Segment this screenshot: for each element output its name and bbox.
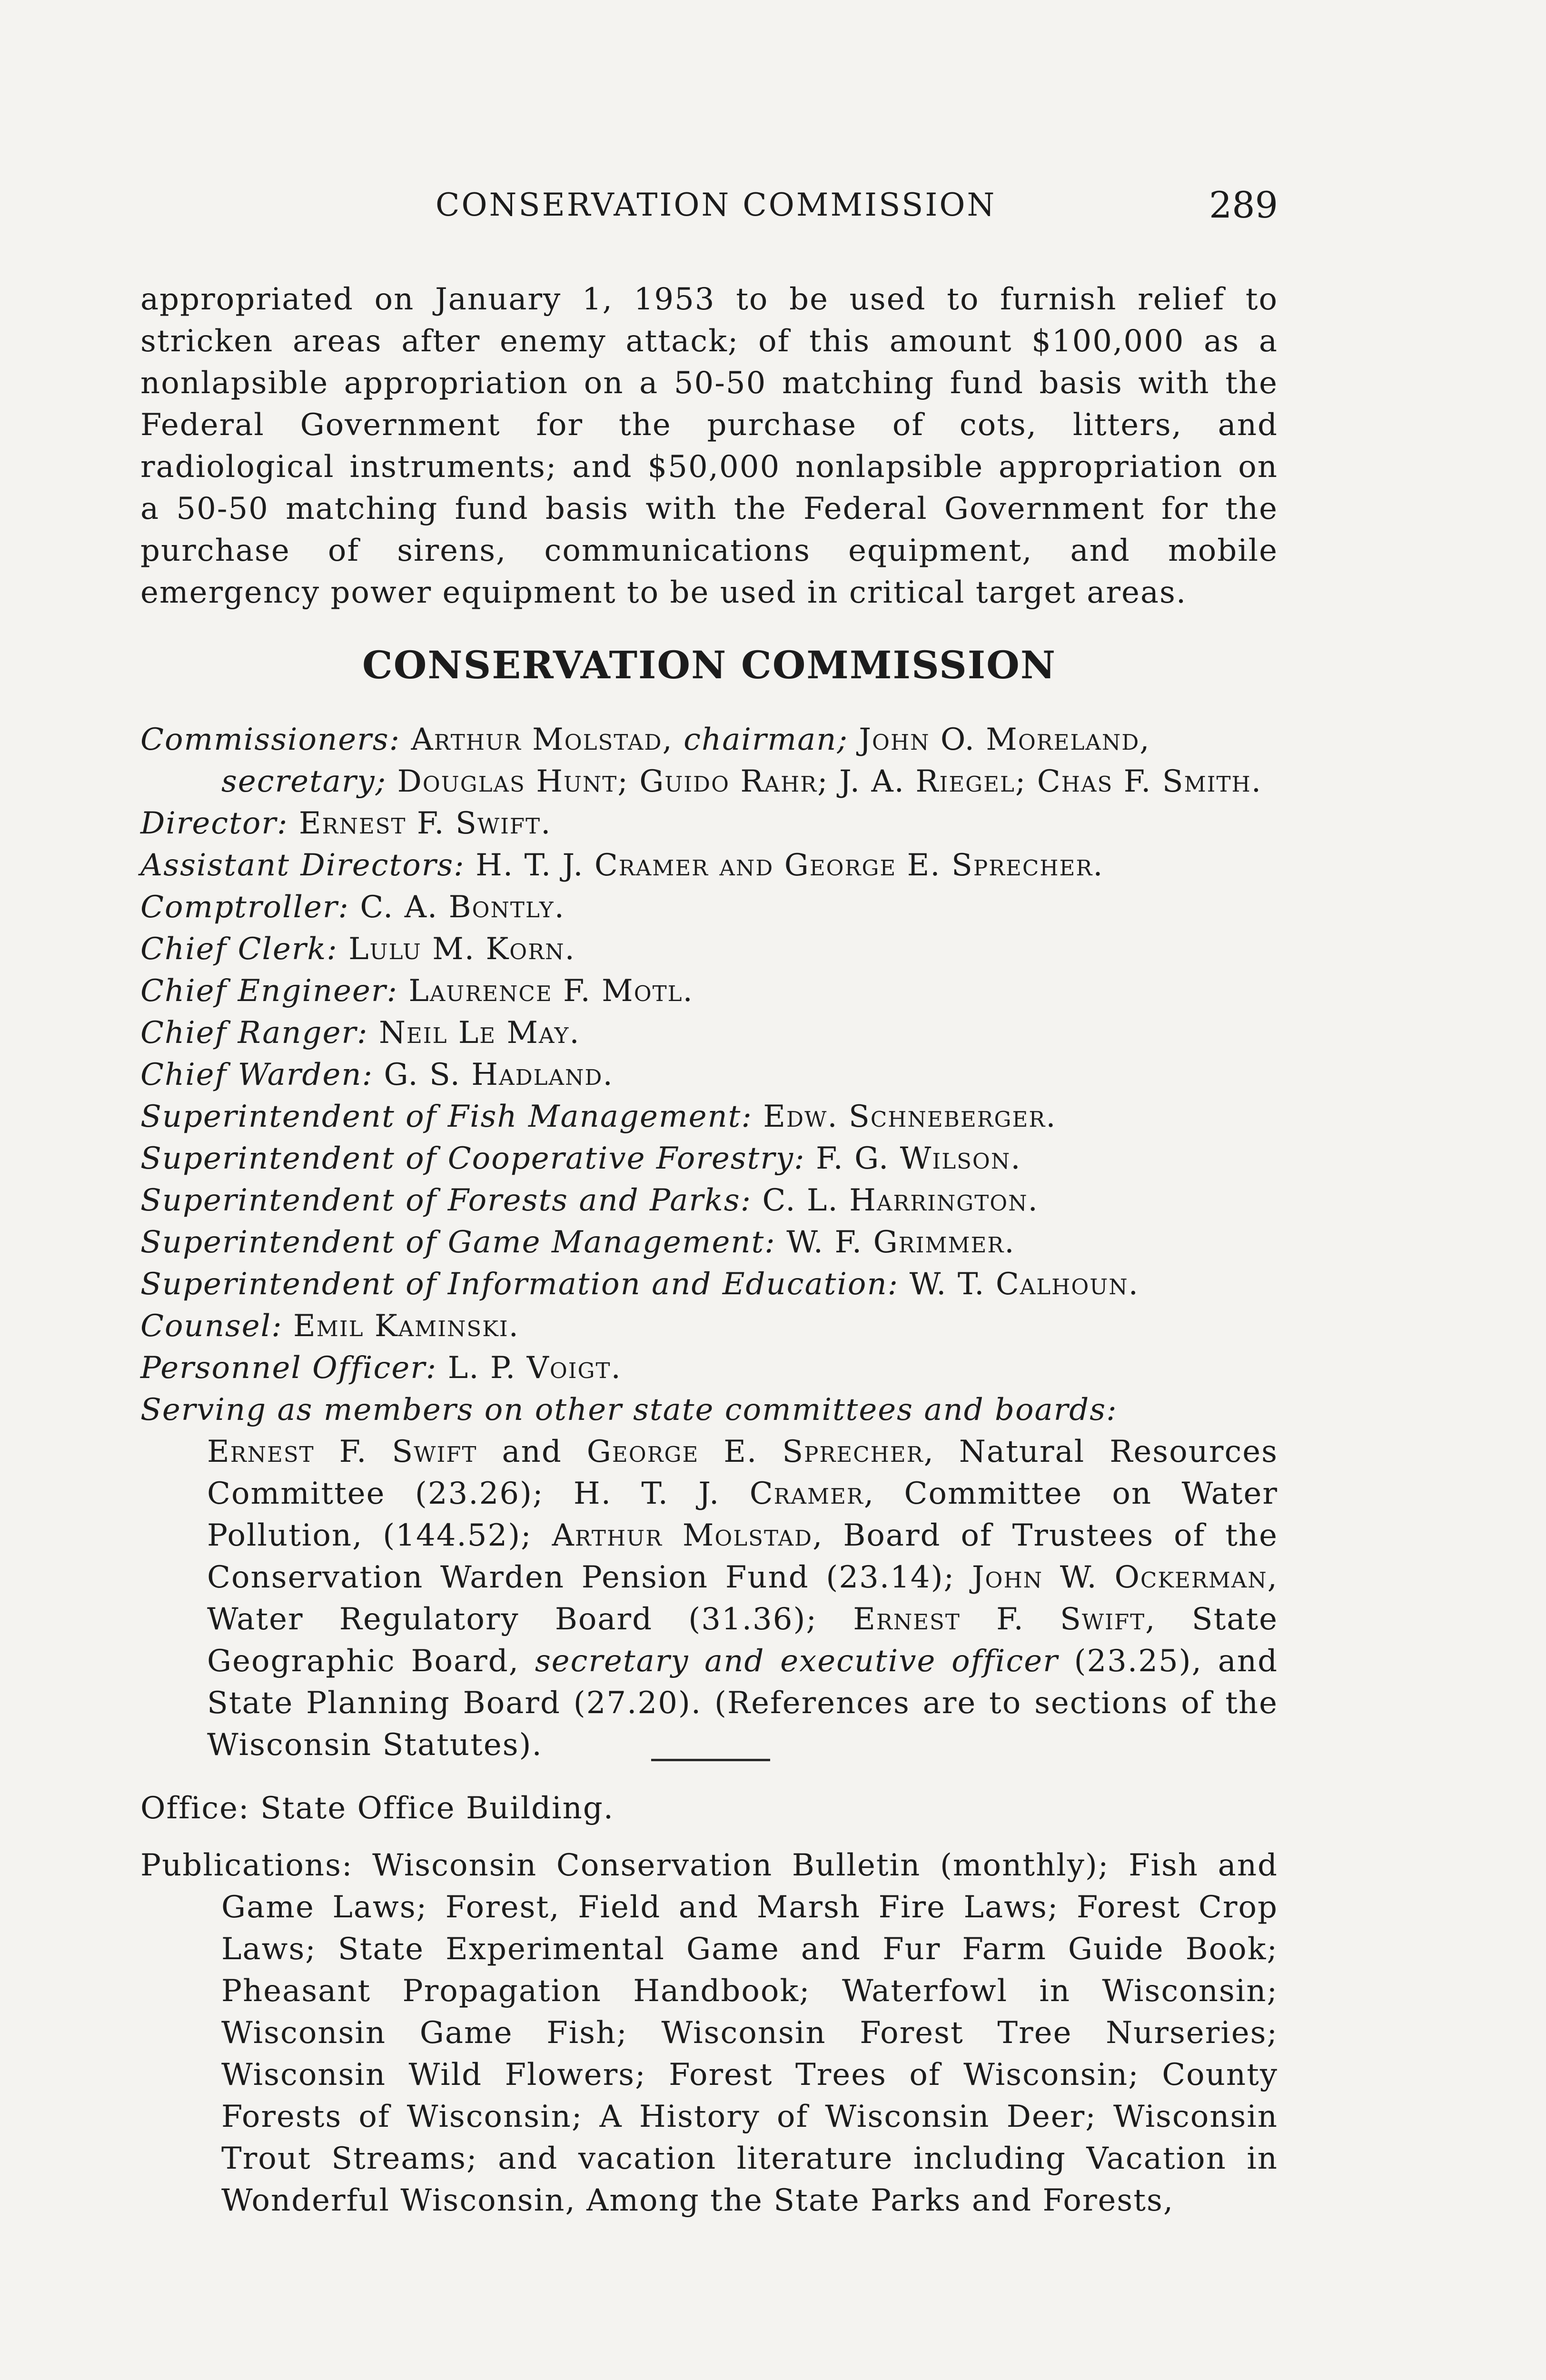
- publications-entry: [140, 1844, 1278, 2221]
- committee-text: State Geographic Board,: [207, 1602, 1278, 1679]
- officer-entry: [140, 803, 1278, 844]
- officer-label: Counsel:: [140, 1309, 283, 1344]
- committee-text: Water Regulatory Board (31.36);: [207, 1602, 818, 1637]
- officer-entry: [140, 1054, 1278, 1096]
- committees-label: [140, 1389, 1278, 1431]
- committees-label-text: Serving as members on other state committees and boards:: [140, 1392, 1118, 1428]
- officer-name: C. L. Harrington.: [762, 1183, 1039, 1218]
- officer-entry: [140, 1221, 1278, 1263]
- intro-text: appropriated on January 1, 1953 to be used to furnish relief to stricken areas after enemy attack; of this amount $100,000 as a nonlapsible appropriation on a 50-50 matching fund basis with the Federal Government for the purchase of cots, litters, and radiological instruments; and $50,000 nonlapsible appropriation on a 50-50 matching fund basis with the Federal Government for the purchase of sirens, communications equipment, and mobile emergency power equipment to be used in critical target areas.: [140, 282, 1278, 610]
- officer-name: L. P. Voigt.: [447, 1350, 622, 1386]
- officer-name: Edw. Schneberger.: [763, 1099, 1057, 1134]
- officer-entry: [140, 1012, 1278, 1054]
- member-names: Arthur Molstad,: [552, 1518, 823, 1553]
- officer-label: Director:: [140, 806, 288, 841]
- officer-name: Emil Kaminski.: [293, 1309, 519, 1344]
- officer-name: C. A. Bontly.: [360, 890, 565, 925]
- secretary-name: John O. Moreland,: [859, 722, 1150, 757]
- secretary-role: secretary;: [221, 764, 387, 799]
- officer-label: Comptroller:: [140, 890, 349, 925]
- officer-name: Lulu M. Korn.: [348, 932, 575, 967]
- officer-name: Laurence F. Motl.: [408, 973, 694, 1009]
- officer-entry: [140, 844, 1278, 886]
- publications-text: Wisconsin Conservation Bulletin (monthly); Fish and Game Laws; Forest, Field and Marsh Fire Laws; Forest Crop Laws; State Experimental Game and Fur Farm Guide Book; Pheasant Propagation Handbook; Waterfowl in Wisconsin; Wisconsin Game Fish; Wisconsin Forest Tree Nurseries; Wisconsin Wild Flowers; Forest Trees of Wisconsin; County Forests of Wisconsin; A History of Wisconsin Deer; Wisconsin Trout Streams; and vacation literature including Vacation in Wonderful Wisconsin, Among the State Parks and Forests,: [221, 1848, 1278, 2218]
- publications: [140, 1844, 1278, 2221]
- member-names: H. T. J. Cramer,: [573, 1476, 875, 1511]
- page-number: 289: [1209, 184, 1278, 226]
- committee-role: secretary and executive officer: [535, 1644, 1059, 1679]
- officer-name: W. T. Calhoun.: [909, 1267, 1139, 1302]
- publications-label: Publications:: [140, 1848, 353, 1883]
- officer-label: Superintendent of Game Management:: [140, 1225, 776, 1260]
- officer-name: W. F. Grimmer.: [786, 1225, 1015, 1260]
- section-title: CONSERVATION COMMISSION: [362, 643, 1056, 687]
- committee-text: Natural Resources Committee (23.26);: [207, 1434, 1278, 1511]
- officer-entry: [140, 970, 1278, 1012]
- roster: [140, 719, 1278, 1766]
- conjunction: and: [502, 1434, 562, 1469]
- committees-block: [140, 1431, 1278, 1766]
- officer-label: Superintendent of Cooperative Forestry:: [140, 1141, 805, 1176]
- other-commissioners: Douglas Hunt; Guido Rahr; J. A. Riegel; Chas F. Smith.: [397, 764, 1262, 799]
- running-head: [140, 184, 1278, 239]
- officer-entry: [140, 886, 1278, 928]
- officer-entry: [140, 1305, 1278, 1347]
- committee-text: Board of Trustees of the Conservation Warden Pension Fund (23.14);: [207, 1518, 1278, 1595]
- officer-entry: [140, 928, 1278, 970]
- intro-paragraph: [140, 278, 1278, 614]
- officer-label: Personnel Officer:: [140, 1350, 437, 1386]
- officer-entry: [140, 1096, 1278, 1138]
- officer-name: Neil Le May.: [378, 1015, 580, 1051]
- member-names: John W. Ockerman,: [971, 1560, 1278, 1595]
- member-names: Ernest F. Swift: [207, 1434, 477, 1469]
- officer-entry: [140, 1263, 1278, 1305]
- officer-entry: [140, 1180, 1278, 1221]
- committee-text: Committee on Water Pollution, (144.52);: [207, 1476, 1278, 1553]
- officer-name: G. S. Hadland.: [384, 1057, 614, 1092]
- officer-name: H. T. J. Cramer and George E. Sprecher.: [476, 848, 1104, 883]
- committee-text: (23.25), and State Planning Board (27.20). (References are to sections of the Wisconsin Statutes).: [207, 1644, 1278, 1763]
- commissioners-entry: [140, 719, 1278, 803]
- officer-name: Ernest F. Swift.: [298, 806, 552, 841]
- section-divider: [651, 1759, 770, 1761]
- chairman-role: chairman;: [684, 722, 849, 757]
- officer-entry: [140, 1347, 1278, 1389]
- officer-label: Assistant Directors:: [140, 848, 465, 883]
- chairman-name: Arthur Molstad,: [411, 722, 673, 757]
- running-title: CONSERVATION COMMISSION: [436, 187, 997, 223]
- officer-label: Chief Engineer:: [140, 973, 398, 1009]
- officer-label: Chief Ranger:: [140, 1015, 368, 1051]
- officer-label: Superintendent of Forests and Parks:: [140, 1183, 752, 1218]
- commissioners-label: Commissioners:: [140, 722, 401, 757]
- officer-entry: [140, 1138, 1278, 1180]
- member-names: George E. Sprecher,: [586, 1434, 934, 1469]
- member-names: Ernest F. Swift,: [853, 1602, 1156, 1637]
- officer-name: F. G. Wilson.: [816, 1141, 1021, 1176]
- officer-label: Superintendent of Information and Education:: [140, 1267, 899, 1302]
- officer-label: Chief Clerk:: [140, 932, 338, 967]
- officer-label: Superintendent of Fish Management:: [140, 1099, 753, 1134]
- office-line: Office: State Office Building.: [140, 1791, 614, 1826]
- officer-label: Chief Warden:: [140, 1057, 374, 1092]
